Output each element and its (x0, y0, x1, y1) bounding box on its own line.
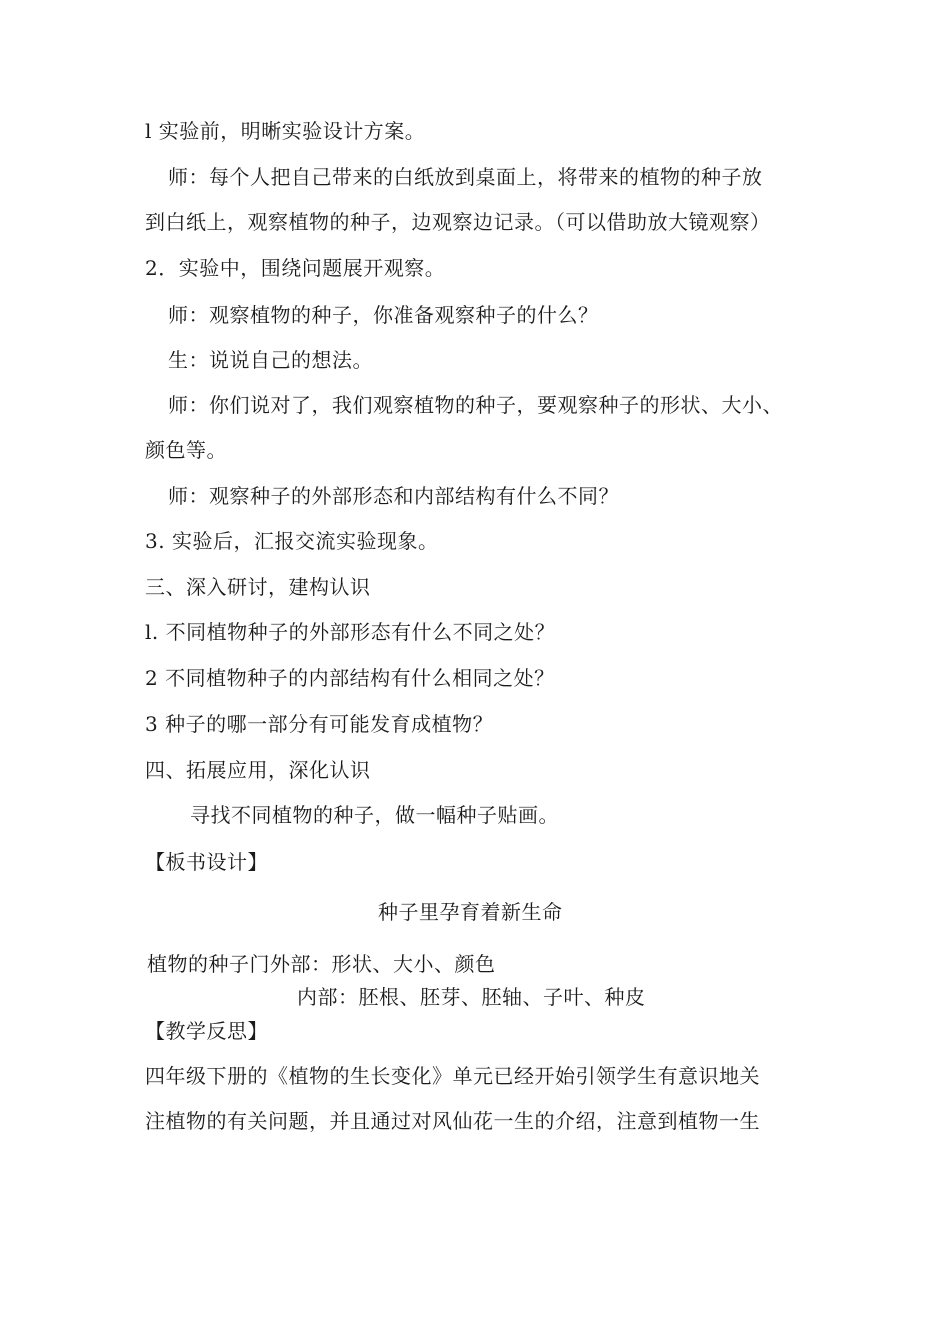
board-design-heading: 【板书设计】 (145, 850, 268, 874)
teaching-reflection-heading: 【教学反思】 (145, 1019, 268, 1043)
teacher-instruction-line-1: 师：每个人把自己带来的白纸放到桌面上，将带来的植物的种子放 (168, 165, 763, 189)
student-response: 生：说说自己的想法。 (168, 348, 373, 372)
step-2-during-experiment: 2．实验中，围绕问题展开观察。 (145, 256, 446, 280)
teacher-question-structure: 师：观察种子的外部形态和内部结构有什么不同？ (168, 484, 619, 508)
reflection-paragraph-line-1: 四年级下册的《植物的生长变化》单元已经开始引领学生有意识地关 (145, 1064, 760, 1088)
reflection-paragraph-line-2: 注植物的有关问题，并且通过对风仙花一生的介绍，注意到植物一生 (145, 1109, 760, 1133)
discussion-question-2: 2 不同植物种子的内部结构有什么相同之处？ (145, 666, 555, 690)
step-3-after-experiment: 3. 实验后，汇报交流实验现象。 (145, 529, 439, 553)
teacher-summary-line-1: 师：你们说对了，我们观察植物的种子，要观察种子的形状、大小、 (168, 393, 783, 417)
extension-activity: 寻找不同植物的种子，做一幅种子贴画。 (190, 803, 559, 827)
teacher-instruction-line-2: 到白纸上，观察植物的种子，边观察边记录。（可以借助放大镜观察） (145, 210, 771, 234)
board-internal-features: 内部：胚根、胚芽、胚轴、子叶、种皮 (297, 985, 646, 1009)
discussion-question-1: l. 不同植物种子的外部形态有什么不同之处？ (145, 620, 556, 644)
discussion-question-3: 3 种子的哪一部分有可能发育成植物？ (145, 712, 494, 736)
board-title: 种子里孕育着新生命 (378, 900, 563, 924)
step-1-before-experiment: l 实验前，明晰实验设计方案。 (145, 119, 426, 143)
teacher-question-observe: 师：观察植物的种子，你准备观察种子的什么？ (168, 303, 599, 327)
teacher-summary-line-2: 颜色等。 (145, 438, 227, 462)
section-3-heading: 三、深入研讨，建构认识 (145, 575, 371, 599)
board-external-features: 植物的种子门外部：形状、大小、颜色 (147, 952, 496, 976)
section-4-heading: 四、拓展应用，深化认识 (145, 758, 371, 782)
